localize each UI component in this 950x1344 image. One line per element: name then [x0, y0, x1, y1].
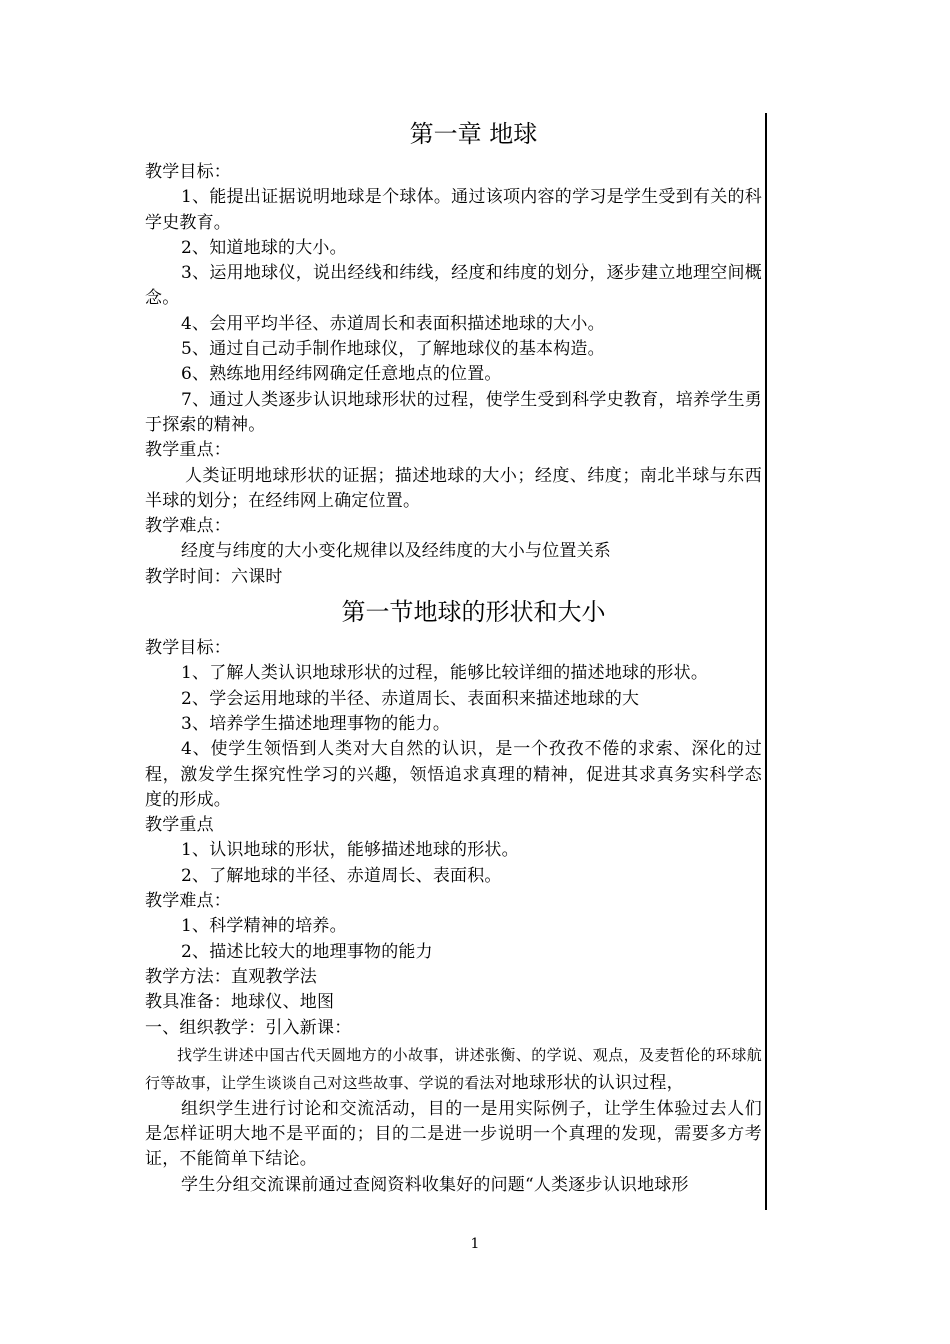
chapter-goal-4: 4、会用平均半径、赤道周长和表面积描述地球的大小。 — [181, 313, 605, 334]
step-one-heading: 一、组织教学：引入新课： — [145, 1017, 352, 1038]
chapter-goal-6: 6、熟练地用经纬网确定任意地点的位置。 — [181, 364, 502, 385]
chapter-key-heading: 教学重点： — [145, 440, 231, 461]
page-number: 1 — [470, 1236, 480, 1252]
teaching-tools: 教具准备：地球仪、地图 — [145, 992, 335, 1013]
right-margin-rule — [765, 113, 767, 1210]
chapter-difficulty-text: 经度与纬度的大小变化规律以及经纬度的大小与位置关系 — [181, 541, 611, 562]
group-exchange-paragraph: 学生分组交流课前通过查阅资料收集好的问题“人类逐步认识地球形 — [181, 1174, 689, 1195]
intro-paragraph-large: 对地球形状的认识过程， — [494, 1072, 684, 1093]
chapter-difficulty-heading: 教学难点： — [145, 516, 231, 537]
section-title: 第一节地球的形状和大小 — [341, 598, 606, 627]
chapter-title: 第一章 地球 — [409, 120, 538, 148]
section-key-1: 1、认识地球的形状，能够描述地球的形状。 — [181, 840, 519, 861]
chapter-goal-heading: 教学目标： — [145, 162, 231, 182]
intro-paragraph-small: 找学生讲述中国古代天圆地方的小故事，讲述张衡、的学说、观点，及麦哲伦的环球航行等故事，让学生谈谈自己对这些故事、学说的看法 — [145, 1045, 762, 1092]
section-difficulty-2: 2、描述比较大的地理事物的能力 — [181, 941, 433, 962]
section-key-heading: 教学重点 — [145, 815, 214, 836]
intro-paragraph — [145, 1041, 762, 1097]
chapter-goal-5: 5、通过自己动手制作地球仪，了解地球仪的基本构造。 — [181, 339, 605, 360]
section-goal-4: 4、使学生领悟到人类对大自然的认识，是一个孜孜不倦的求索、深化的过程，激发学生探究性学习的兴趣，领悟追求真理的精神，促进其求真务实科学态度的形成。 — [145, 739, 762, 810]
chapter-goal-7: 7、通过人类逐步认识地球形状的过程，使学生受到科学史教育，培养学生勇于探索的精神。 — [145, 389, 762, 435]
document-body — [145, 112, 762, 1198]
section-goal-1: 1、了解人类认识地球形状的过程，能够比较详细的描述地球的形状。 — [181, 663, 709, 684]
chapter-goal-2: 2、知道地球的大小。 — [181, 237, 347, 258]
section-difficulty-1: 1、科学精神的培养。 — [181, 916, 347, 937]
discussion-paragraph: 组织学生进行讨论和交流活动，目的一是用实际例子，让学生体验过去人们是怎样证明大地不是平面的；目的二是进一步说明一个真理的发现，需要多方考证，不能简单下结论。 — [145, 1098, 762, 1170]
chapter-key-text: 人类证明地球形状的证据；描述地球的大小；经度、纬度；南北半球与东西半球的划分；在经纬网上确定位置。 — [145, 465, 762, 511]
section-goal-3: 3、培养学生描述地理事物的能力。 — [181, 713, 451, 734]
chapter-goal-1: 1、能提出证据说明地球是个球体。通过该项内容的学习是学生受到有关的科学史教育。 — [145, 187, 762, 233]
chapter-time: 教学时间：六课时 — [145, 566, 283, 587]
section-difficulty-heading: 教学难点： — [145, 891, 231, 912]
teaching-method: 教学方法：直观教学法 — [145, 966, 317, 987]
chapter-goal-3: 3、运用地球仪，说出经线和纬线，经度和纬度的划分，逐步建立地理空间概念。 — [145, 263, 762, 309]
section-key-2: 2、了解地球的半径、赤道周长、表面积。 — [181, 865, 502, 886]
section-goal-2: 2、学会运用地球的半径、赤道周长、表面积来描述地球的大 — [181, 688, 640, 709]
section-goal-heading: 教学目标： — [145, 638, 231, 659]
